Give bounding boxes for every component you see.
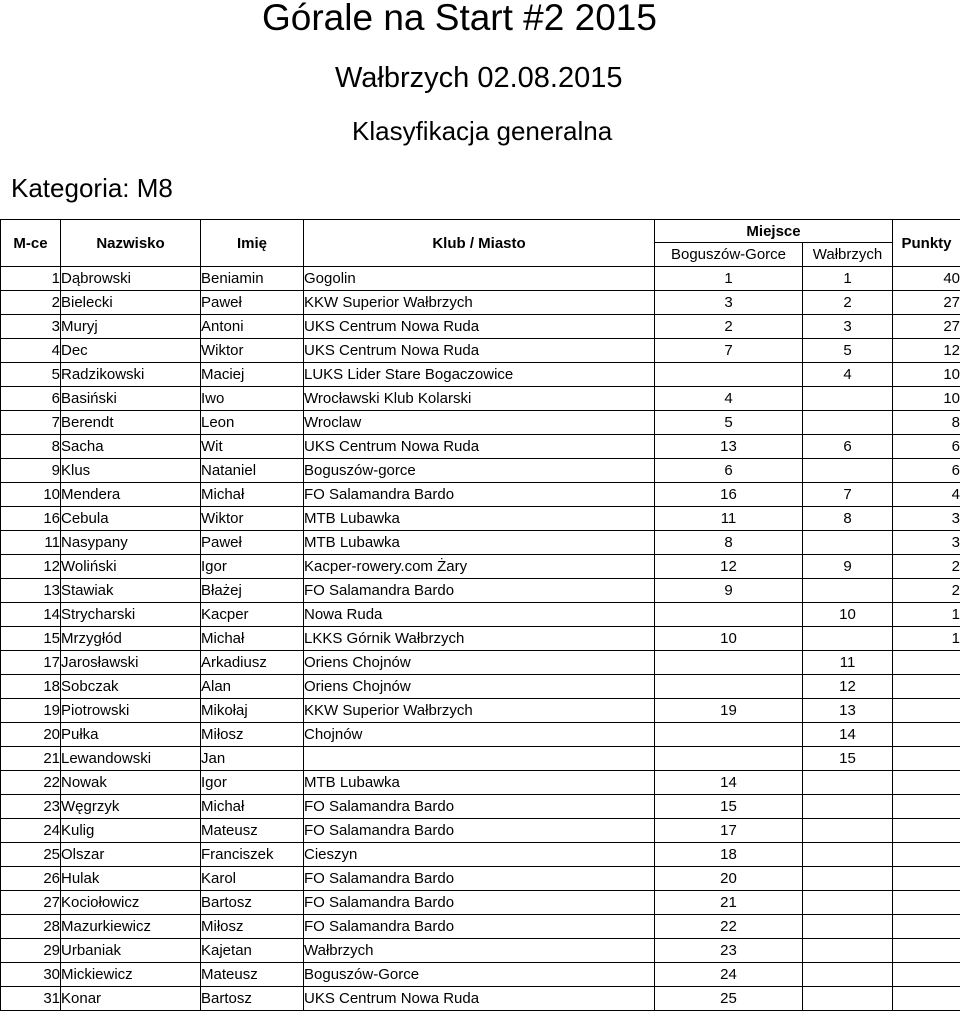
- cell-place-walbrzych: [803, 411, 893, 435]
- cell-club: UKS Centrum Nowa Ruda: [304, 987, 655, 1011]
- table-row: [1, 435, 960, 459]
- cell-first-name: Nataniel: [201, 459, 304, 483]
- cell-position: 8: [1, 435, 61, 459]
- cell-place-walbrzych: [803, 579, 893, 603]
- cell-points: [893, 699, 960, 723]
- cell-points: 27: [893, 291, 960, 315]
- cell-first-name: Paweł: [201, 531, 304, 555]
- cell-place-boguszow: [655, 747, 803, 771]
- cell-place-walbrzych: 13: [803, 699, 893, 723]
- cell-points: 8: [893, 411, 960, 435]
- cell-points: [893, 723, 960, 747]
- cell-place-boguszow: 19: [655, 699, 803, 723]
- cell-club: LKKS Górnik Wałbrzych: [304, 627, 655, 651]
- cell-first-name: Arkadiusz: [201, 651, 304, 675]
- table-row: [1, 627, 960, 651]
- cell-points: 1: [893, 603, 960, 627]
- cell-place-walbrzych: [803, 939, 893, 963]
- cell-club: MTB Lubawka: [304, 771, 655, 795]
- cell-first-name: Miłosz: [201, 915, 304, 939]
- cell-first-name: Kacper: [201, 603, 304, 627]
- cell-points: [893, 963, 960, 987]
- cell-points: [893, 771, 960, 795]
- cell-place-walbrzych: 5: [803, 339, 893, 363]
- cell-place-boguszow: 22: [655, 915, 803, 939]
- cell-points: 10: [893, 387, 960, 411]
- cell-place-walbrzych: [803, 627, 893, 651]
- cell-place-boguszow: 3: [655, 291, 803, 315]
- table-row: [1, 603, 960, 627]
- cell-first-name: Igor: [201, 555, 304, 579]
- category-label: Kategoria: M8: [11, 173, 173, 204]
- cell-last-name: Lewandowski: [61, 747, 201, 771]
- cell-first-name: Wiktor: [201, 339, 304, 363]
- cell-first-name: Wiktor: [201, 507, 304, 531]
- cell-place-boguszow: 17: [655, 819, 803, 843]
- table-row: [1, 387, 960, 411]
- cell-position: 24: [1, 819, 61, 843]
- cell-club: Chojnów: [304, 723, 655, 747]
- cell-place-walbrzych: [803, 963, 893, 987]
- table-row: [1, 819, 960, 843]
- cell-points: [893, 987, 960, 1011]
- cell-last-name: Węgrzyk: [61, 795, 201, 819]
- table-row: [1, 915, 960, 939]
- cell-place-walbrzych: 11: [803, 651, 893, 675]
- cell-last-name: Kulig: [61, 819, 201, 843]
- cell-position: 31: [1, 987, 61, 1011]
- event-location-date: Wałbrzych 02.08.2015: [335, 62, 622, 95]
- cell-place-walbrzych: 6: [803, 435, 893, 459]
- cell-first-name: Kajetan: [201, 939, 304, 963]
- cell-place-walbrzych: [803, 867, 893, 891]
- cell-club: MTB Lubawka: [304, 507, 655, 531]
- cell-place-walbrzych: 9: [803, 555, 893, 579]
- cell-position: 7: [1, 411, 61, 435]
- cell-place-boguszow: 1: [655, 267, 803, 291]
- cell-place-walbrzych: 7: [803, 483, 893, 507]
- table-row: [1, 987, 960, 1011]
- cell-points: [893, 891, 960, 915]
- cell-points: 3: [893, 507, 960, 531]
- cell-first-name: Maciej: [201, 363, 304, 387]
- cell-place-boguszow: [655, 363, 803, 387]
- cell-place-boguszow: 13: [655, 435, 803, 459]
- cell-points: [893, 747, 960, 771]
- cell-position: 11: [1, 531, 61, 555]
- cell-first-name: Michał: [201, 627, 304, 651]
- cell-last-name: Dąbrowski: [61, 267, 201, 291]
- cell-points: [893, 939, 960, 963]
- table-row: [1, 891, 960, 915]
- cell-place-boguszow: [655, 675, 803, 699]
- table-row: [1, 555, 960, 579]
- cell-place-walbrzych: 15: [803, 747, 893, 771]
- cell-position: 29: [1, 939, 61, 963]
- cell-club: Gogolin: [304, 267, 655, 291]
- cell-place-boguszow: 9: [655, 579, 803, 603]
- cell-club: [304, 747, 655, 771]
- table-row: [1, 963, 960, 987]
- cell-first-name: Paweł: [201, 291, 304, 315]
- table-row: [1, 747, 960, 771]
- table-row: [1, 579, 960, 603]
- cell-place-walbrzych: [803, 915, 893, 939]
- results-table: [0, 219, 960, 1011]
- cell-club: FO Salamandra Bardo: [304, 483, 655, 507]
- cell-last-name: Basiński: [61, 387, 201, 411]
- cell-place-walbrzych: [803, 843, 893, 867]
- cell-points: [893, 651, 960, 675]
- cell-points: 3: [893, 531, 960, 555]
- cell-club: Wrocławski Klub Kolarski: [304, 387, 655, 411]
- cell-position: 17: [1, 651, 61, 675]
- cell-last-name: Mendera: [61, 483, 201, 507]
- header-place-boguszow: Boguszów-Gorce: [655, 243, 803, 267]
- cell-place-walbrzych: [803, 387, 893, 411]
- cell-position: 26: [1, 867, 61, 891]
- cell-first-name: Mateusz: [201, 819, 304, 843]
- cell-position: 20: [1, 723, 61, 747]
- cell-position: 5: [1, 363, 61, 387]
- header-place-walbrzych: Wałbrzych: [803, 243, 893, 267]
- table-row: [1, 315, 960, 339]
- table-row: [1, 411, 960, 435]
- cell-place-walbrzych: [803, 531, 893, 555]
- cell-place-boguszow: 5: [655, 411, 803, 435]
- results-body: [1, 267, 960, 1011]
- cell-last-name: Berendt: [61, 411, 201, 435]
- cell-club: Wroclaw: [304, 411, 655, 435]
- cell-place-boguszow: [655, 723, 803, 747]
- table-row: [1, 363, 960, 387]
- cell-place-boguszow: 15: [655, 795, 803, 819]
- cell-first-name: Antoni: [201, 315, 304, 339]
- cell-club: Oriens Chojnów: [304, 675, 655, 699]
- cell-place-boguszow: 21: [655, 891, 803, 915]
- cell-place-boguszow: 7: [655, 339, 803, 363]
- cell-place-walbrzych: 2: [803, 291, 893, 315]
- table-row: [1, 507, 960, 531]
- cell-place-walbrzych: 3: [803, 315, 893, 339]
- cell-points: 6: [893, 435, 960, 459]
- cell-club: FO Salamandra Bardo: [304, 867, 655, 891]
- cell-club: FO Salamandra Bardo: [304, 579, 655, 603]
- cell-place-boguszow: 20: [655, 867, 803, 891]
- cell-club: UKS Centrum Nowa Ruda: [304, 339, 655, 363]
- cell-last-name: Sobczak: [61, 675, 201, 699]
- cell-last-name: Mickiewicz: [61, 963, 201, 987]
- cell-position: 4: [1, 339, 61, 363]
- cell-position: 10: [1, 483, 61, 507]
- cell-place-boguszow: 2: [655, 315, 803, 339]
- cell-first-name: Igor: [201, 771, 304, 795]
- header-place-group: Miejsce: [655, 220, 893, 243]
- cell-club: FO Salamandra Bardo: [304, 915, 655, 939]
- cell-position: 12: [1, 555, 61, 579]
- cell-place-boguszow: 4: [655, 387, 803, 411]
- cell-last-name: Nasypany: [61, 531, 201, 555]
- cell-place-boguszow: 12: [655, 555, 803, 579]
- cell-first-name: Michał: [201, 483, 304, 507]
- cell-place-boguszow: 10: [655, 627, 803, 651]
- cell-first-name: Mikołaj: [201, 699, 304, 723]
- cell-last-name: Stawiak: [61, 579, 201, 603]
- cell-club: UKS Centrum Nowa Ruda: [304, 435, 655, 459]
- table-row: [1, 795, 960, 819]
- cell-position: 9: [1, 459, 61, 483]
- cell-position: 27: [1, 891, 61, 915]
- header-club: Klub / Miasto: [304, 220, 655, 267]
- table-row: [1, 699, 960, 723]
- cell-place-boguszow: 18: [655, 843, 803, 867]
- table-row: [1, 267, 960, 291]
- cell-position: 6: [1, 387, 61, 411]
- cell-place-walbrzych: 8: [803, 507, 893, 531]
- cell-first-name: Bartosz: [201, 987, 304, 1011]
- cell-place-boguszow: 25: [655, 987, 803, 1011]
- cell-points: [893, 819, 960, 843]
- cell-last-name: Muryj: [61, 315, 201, 339]
- cell-points: [893, 675, 960, 699]
- cell-last-name: Nowak: [61, 771, 201, 795]
- cell-last-name: Urbaniak: [61, 939, 201, 963]
- cell-first-name: Franciszek: [201, 843, 304, 867]
- cell-place-walbrzych: 4: [803, 363, 893, 387]
- cell-place-boguszow: [655, 651, 803, 675]
- cell-club: Kacper-rowery.com Żary: [304, 555, 655, 579]
- cell-place-boguszow: [655, 603, 803, 627]
- cell-last-name: Klus: [61, 459, 201, 483]
- cell-points: [893, 867, 960, 891]
- cell-club: Cieszyn: [304, 843, 655, 867]
- cell-first-name: Alan: [201, 675, 304, 699]
- cell-first-name: Wit: [201, 435, 304, 459]
- cell-first-name: Beniamin: [201, 267, 304, 291]
- cell-place-boguszow: 23: [655, 939, 803, 963]
- cell-place-walbrzych: 10: [803, 603, 893, 627]
- table-row: [1, 339, 960, 363]
- cell-last-name: Radzikowski: [61, 363, 201, 387]
- cell-last-name: Jarosławski: [61, 651, 201, 675]
- header-position: M-ce: [1, 220, 61, 267]
- cell-place-walbrzych: [803, 795, 893, 819]
- cell-last-name: Woliński: [61, 555, 201, 579]
- cell-last-name: Strycharski: [61, 603, 201, 627]
- cell-place-boguszow: 8: [655, 531, 803, 555]
- cell-last-name: Dec: [61, 339, 201, 363]
- cell-position: 16: [1, 507, 61, 531]
- cell-last-name: Sacha: [61, 435, 201, 459]
- table-row: [1, 651, 960, 675]
- cell-first-name: Mateusz: [201, 963, 304, 987]
- cell-first-name: Iwo: [201, 387, 304, 411]
- cell-points: [893, 795, 960, 819]
- cell-club: Boguszów-gorce: [304, 459, 655, 483]
- cell-club: FO Salamandra Bardo: [304, 795, 655, 819]
- cell-position: 23: [1, 795, 61, 819]
- cell-last-name: Mrzygłód: [61, 627, 201, 651]
- cell-place-walbrzych: [803, 987, 893, 1011]
- header-first-name: Imię: [201, 220, 304, 267]
- cell-points: 40: [893, 267, 960, 291]
- header-points: Punkty: [893, 220, 960, 267]
- cell-place-boguszow: 24: [655, 963, 803, 987]
- cell-points: 12: [893, 339, 960, 363]
- cell-position: 14: [1, 603, 61, 627]
- cell-place-walbrzych: 12: [803, 675, 893, 699]
- table-row: [1, 459, 960, 483]
- cell-club: FO Salamandra Bardo: [304, 819, 655, 843]
- cell-points: 1: [893, 627, 960, 651]
- table-row: [1, 531, 960, 555]
- cell-last-name: Olszar: [61, 843, 201, 867]
- cell-first-name: Jan: [201, 747, 304, 771]
- cell-position: 1: [1, 267, 61, 291]
- cell-points: 6: [893, 459, 960, 483]
- cell-club: Boguszów-Gorce: [304, 963, 655, 987]
- cell-position: 15: [1, 627, 61, 651]
- cell-position: 3: [1, 315, 61, 339]
- table-row: [1, 843, 960, 867]
- cell-last-name: Hulak: [61, 867, 201, 891]
- cell-place-boguszow: 14: [655, 771, 803, 795]
- cell-position: 30: [1, 963, 61, 987]
- cell-points: 27: [893, 315, 960, 339]
- cell-points: [893, 843, 960, 867]
- table-row: [1, 675, 960, 699]
- cell-place-walbrzych: [803, 819, 893, 843]
- cell-club: Wałbrzych: [304, 939, 655, 963]
- cell-position: 18: [1, 675, 61, 699]
- cell-place-walbrzych: [803, 771, 893, 795]
- cell-first-name: Michał: [201, 795, 304, 819]
- cell-club: FO Salamandra Bardo: [304, 891, 655, 915]
- cell-last-name: Mazurkiewicz: [61, 915, 201, 939]
- table-row: [1, 939, 960, 963]
- table-row: [1, 291, 960, 315]
- classification-title: Klasyfikacja generalna: [352, 116, 612, 147]
- cell-points: 10: [893, 363, 960, 387]
- cell-position: 13: [1, 579, 61, 603]
- table-row: [1, 723, 960, 747]
- cell-last-name: Cebula: [61, 507, 201, 531]
- cell-place-boguszow: 11: [655, 507, 803, 531]
- cell-points: 2: [893, 555, 960, 579]
- cell-points: [893, 915, 960, 939]
- cell-first-name: Leon: [201, 411, 304, 435]
- cell-last-name: Konar: [61, 987, 201, 1011]
- cell-place-boguszow: 6: [655, 459, 803, 483]
- cell-first-name: Karol: [201, 867, 304, 891]
- cell-place-boguszow: 16: [655, 483, 803, 507]
- cell-first-name: Błażej: [201, 579, 304, 603]
- cell-club: KKW Superior Wałbrzych: [304, 291, 655, 315]
- table-row: [1, 483, 960, 507]
- cell-first-name: Bartosz: [201, 891, 304, 915]
- cell-position: 25: [1, 843, 61, 867]
- cell-position: 28: [1, 915, 61, 939]
- cell-position: 21: [1, 747, 61, 771]
- cell-club: Oriens Chojnów: [304, 651, 655, 675]
- cell-club: LUKS Lider Stare Bogaczowice: [304, 363, 655, 387]
- cell-last-name: Pułka: [61, 723, 201, 747]
- cell-last-name: Kociołowicz: [61, 891, 201, 915]
- cell-position: 19: [1, 699, 61, 723]
- cell-points: 2: [893, 579, 960, 603]
- cell-club: KKW Superior Wałbrzych: [304, 699, 655, 723]
- cell-first-name: Miłosz: [201, 723, 304, 747]
- cell-club: Nowa Ruda: [304, 603, 655, 627]
- cell-last-name: Bielecki: [61, 291, 201, 315]
- page-title: Górale na Start #2 2015: [262, 0, 657, 39]
- cell-position: 22: [1, 771, 61, 795]
- table-row: [1, 771, 960, 795]
- cell-place-walbrzych: 14: [803, 723, 893, 747]
- cell-points: 4: [893, 483, 960, 507]
- header-last-name: Nazwisko: [61, 220, 201, 267]
- cell-position: 2: [1, 291, 61, 315]
- cell-club: MTB Lubawka: [304, 531, 655, 555]
- table-row: [1, 867, 960, 891]
- cell-place-walbrzych: 1: [803, 267, 893, 291]
- cell-place-walbrzych: [803, 891, 893, 915]
- cell-last-name: Piotrowski: [61, 699, 201, 723]
- cell-place-walbrzych: [803, 459, 893, 483]
- cell-club: UKS Centrum Nowa Ruda: [304, 315, 655, 339]
